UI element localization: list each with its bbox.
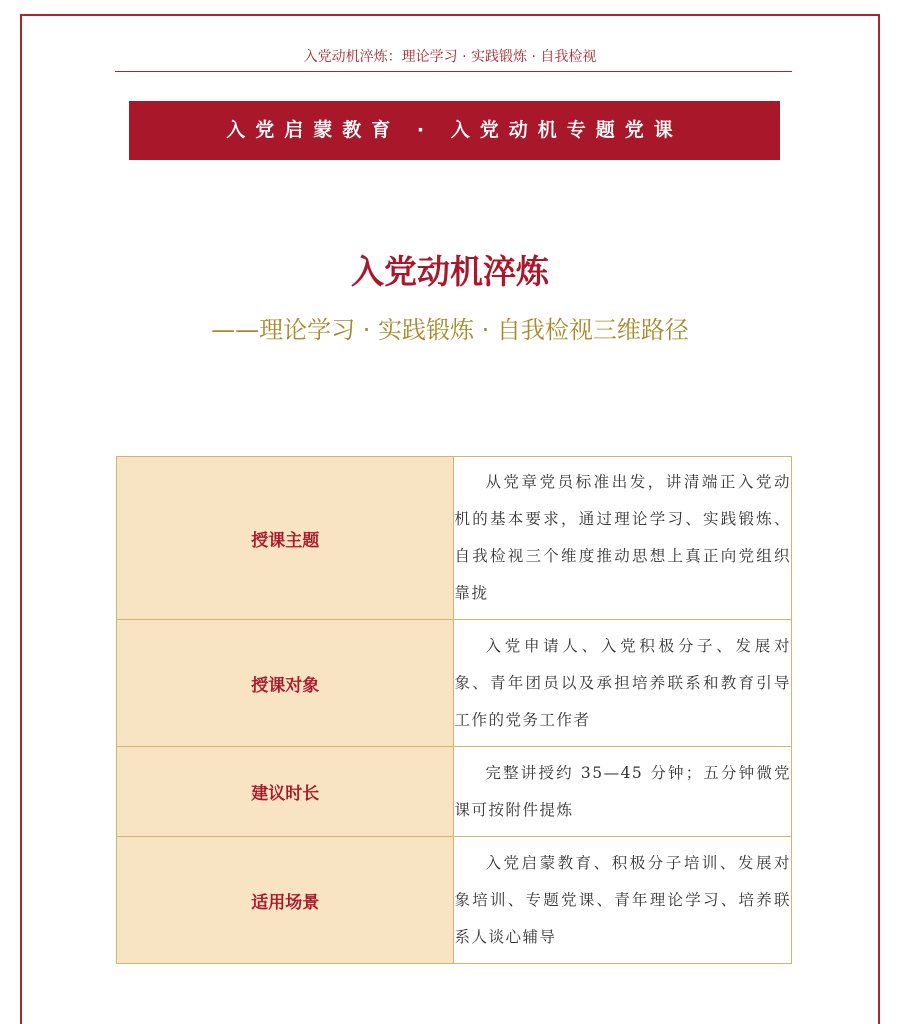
row-content: 入党申请人、入党积极分子、发展对象、青年团员以及承担培养联系和教育引导工作的党务工作者 — [454, 620, 792, 747]
running-header: 入党动机淬炼：理论学习 · 实践锻炼 · 自我检视 — [303, 49, 597, 65]
row-content: 完整讲授约 35—45 分钟；五分钟微党课可按附件提炼 — [454, 747, 792, 837]
row-label: 建议时长 — [117, 747, 454, 837]
row-label: 适用场景 — [117, 837, 454, 964]
table-row — [117, 747, 792, 837]
row-label: 授课对象 — [117, 620, 454, 747]
table-row — [117, 837, 792, 964]
table-row — [117, 457, 792, 620]
row-content: 从党章党员标准出发，讲清端正入党动机的基本要求，通过理论学习、实践锻炼、自我检视三个维度推动思想上真正向党组织靠拢 — [454, 457, 792, 620]
info-table — [116, 456, 792, 964]
table-row — [117, 620, 792, 747]
row-label: 授课主题 — [117, 457, 454, 620]
sub-title: ——理论学习 · 实践锻炼 · 自我检视三维路径 — [211, 316, 689, 344]
main-title: 入党动机淬炼 — [351, 252, 549, 291]
header-divider — [115, 71, 792, 72]
banner: 入党启蒙教育 · 入党动机专题党课 — [129, 101, 780, 160]
row-content: 入党启蒙教育、积极分子培训、发展对象培训、专题党课、青年理论学习、培养联系人谈心辅导 — [454, 837, 792, 964]
